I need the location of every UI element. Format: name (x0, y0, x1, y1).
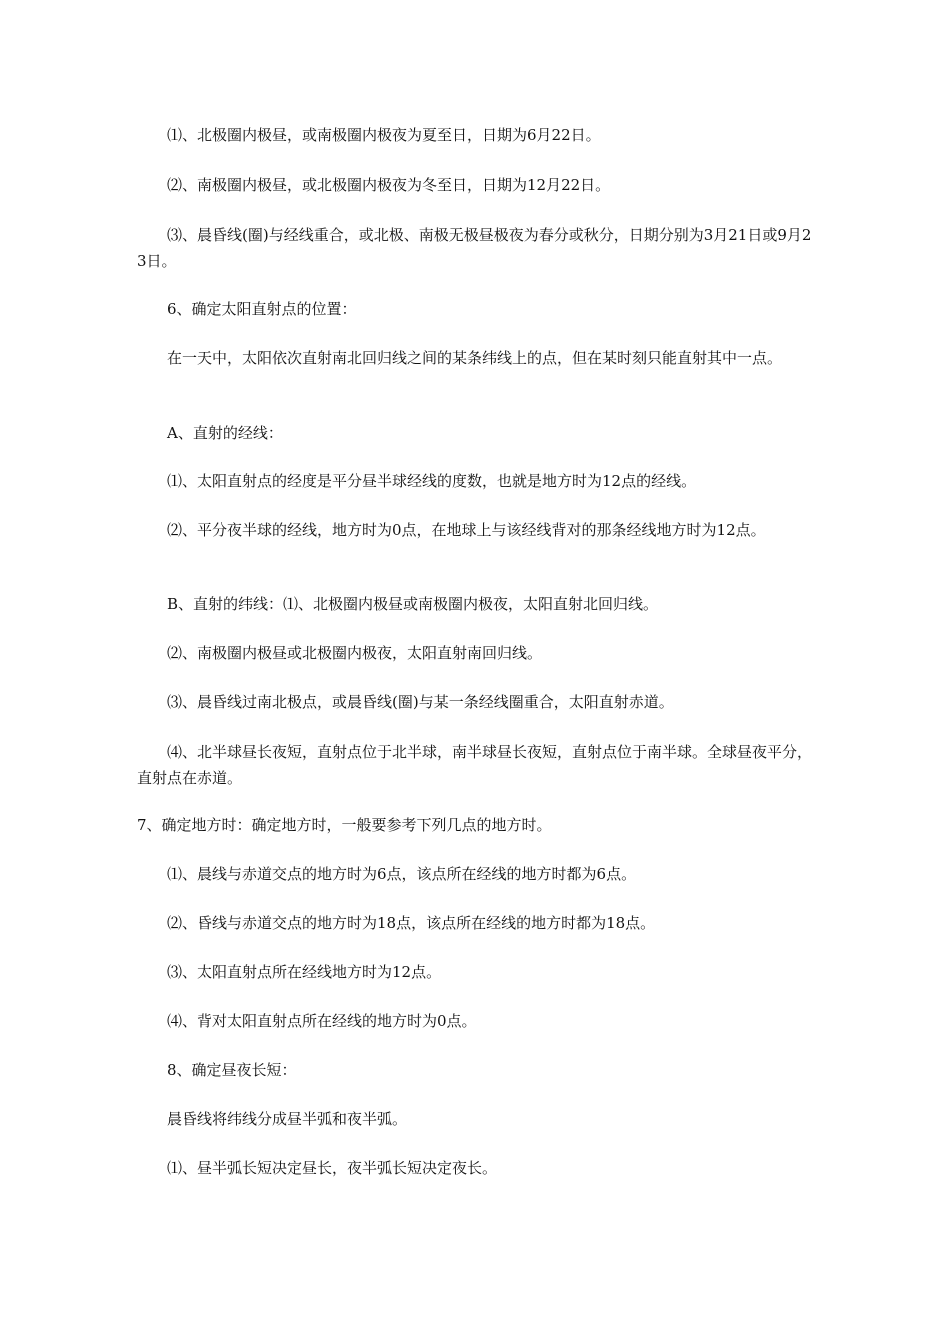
paragraph-meridian-2: ⑵、平分夜半球的经线，地方时为0点，在地球上与该经线背对的那条经线地方时为12点。 (167, 521, 766, 539)
paragraph-latitude-3: ⑶、晨昏线过南北极点，或晨昏线(圈)与某一条经线圈重合，太阳直射赤道。 (167, 693, 674, 711)
heading-subsolar-point: 6、确定太阳直射点的位置： (167, 300, 357, 318)
paragraph-local-time-2: ⑵、昏线与赤道交点的地方时为18点，该点所在经线的地方时都为18点。 (167, 914, 656, 932)
paragraph-day-length-intro: 晨昏线将纬线分成昼半弧和夜半弧。 (167, 1110, 408, 1128)
paragraph-local-time-1: ⑴、晨线与赤道交点的地方时为6点，该点所在经线的地方时都为6点。 (167, 865, 637, 883)
paragraph-direct-latitude: B、直射的纬线：⑴、北极圈内极昼或南极圈内极夜，太阳直射北回归线。 (167, 595, 659, 613)
heading-direct-meridian: A、直射的经线： (167, 424, 283, 442)
paragraph-winter-solstice: ⑵、南极圈内极昼，或北极圈内极夜为冬至日，日期为12月22日。 (167, 176, 611, 194)
paragraph-subsolar-intro: 在一天中，太阳依次直射南北回归线之间的某条纬线上的点，但在某时刻只能直射其中一点。 (167, 349, 783, 367)
paragraph-equinox: ⑶、晨昏线(圈)与经线重合，或北极、南极无极昼极夜为春分或秋分，日期分别为3月21日或9月23日。 (137, 226, 812, 270)
paragraph-summer-solstice: ⑴、北极圈内极昼，或南极圈内极夜为夏至日，日期为6月22日。 (167, 126, 601, 144)
paragraph-day-length-1: ⑴、昼半弧长短决定昼长，夜半弧长短决定夜长。 (167, 1159, 498, 1177)
paragraph-latitude-2: ⑵、南极圈内极昼或北极圈内极夜，太阳直射南回归线。 (167, 644, 543, 662)
paragraph-local-time-3: ⑶、太阳直射点所在经线地方时为12点。 (167, 963, 442, 981)
heading-local-time: 7、确定地方时：确定地方时，一般要参考下列几点的地方时。 (137, 816, 552, 834)
paragraph-local-time-4: ⑷、背对太阳直射点所在经线的地方时为0点。 (167, 1012, 477, 1030)
paragraph-latitude-4: ⑷、北半球昼长夜短，直射点位于北半球，南半球昼长夜短，直射点位于南半球。全球昼夜平分，直射点在赤道。 (137, 743, 813, 787)
heading-day-length: 8、确定昼夜长短： (167, 1061, 297, 1079)
paragraph-meridian-1: ⑴、太阳直射点的经度是平分昼半球经线的度数，也就是地方时为12点的经线。 (167, 472, 697, 490)
